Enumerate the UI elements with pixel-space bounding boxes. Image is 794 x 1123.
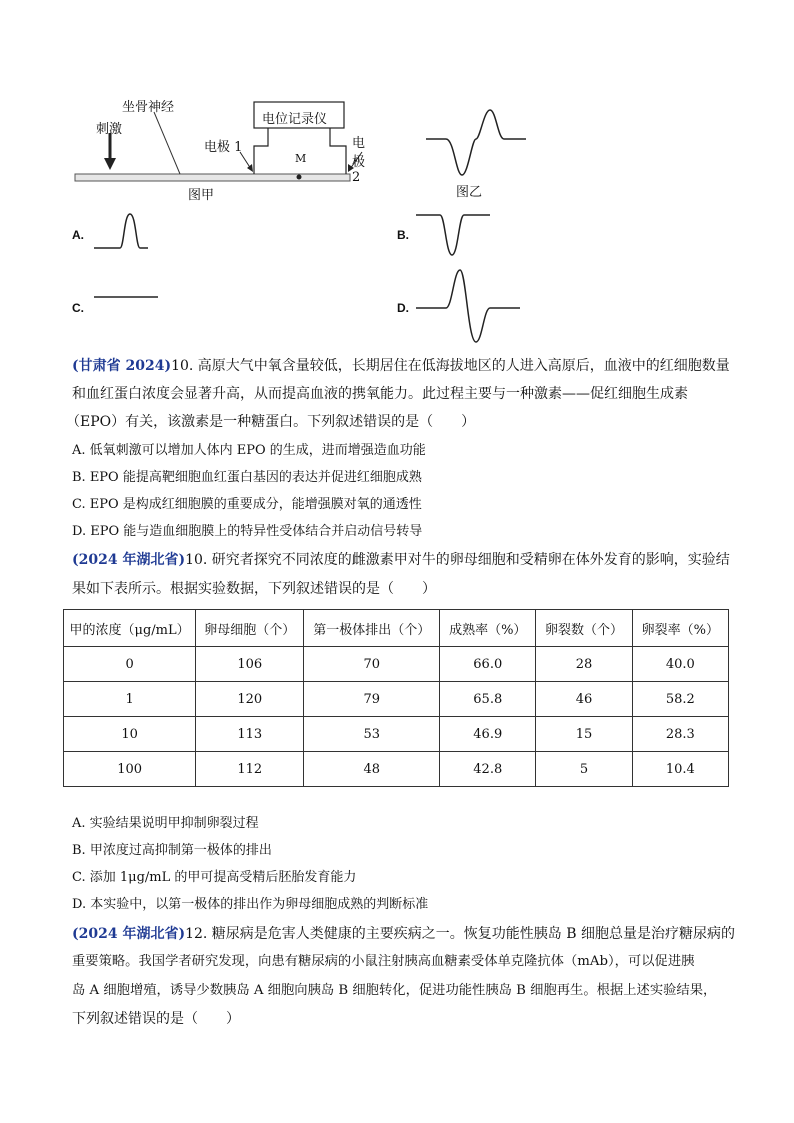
q10b-option-c: C. 添加 1μg/mL 的甲可提高受精后胚胎发育能力 [72, 870, 357, 885]
table-header: 卵裂数（个） [536, 610, 632, 647]
table-cell: 65.8 [440, 682, 536, 717]
wire-electrode1 [254, 128, 268, 174]
figure-jia [70, 90, 370, 205]
figure-yi-caption: 图乙 [456, 185, 483, 200]
prev-option-a-letter: A. [72, 228, 84, 242]
q10b-option-a: A. 实验结果说明甲抑制卵裂过程 [72, 816, 259, 831]
table-row [64, 752, 729, 787]
table-header-row [64, 610, 729, 647]
q10b-line-1: (2024 年湖北省)10. 研究者探究不同浓度的雌激素甲对牛的卵母细胞和受精卵在体外发育的影响，实验结 [72, 552, 730, 568]
q12-line-1: (2024 年湖北省)12. 糖尿病是危害人类健康的主要疾病之一。恢复功能性胰岛 B 细胞总量是治疗糖尿病的 [72, 926, 735, 942]
recorder-label: 电位记录仪 [262, 112, 328, 127]
q12-line-3: 岛 A 细胞增殖，诱导少数胰岛 A 细胞向胰岛 B 细胞转化，促进功能性胰岛 B 细胞再生。根据上述实验结果， [72, 983, 717, 998]
table-cell: 40.0 [632, 647, 728, 682]
table-cell: 120 [196, 682, 304, 717]
electrode1-label: 电极 1 [204, 140, 243, 155]
q10b-option-d: D. 本实验中，以第一极体的排出作为卵母细胞成熟的判断标准 [72, 897, 429, 912]
table-cell: 46.9 [440, 717, 536, 752]
table-cell: 79 [304, 682, 440, 717]
q10a-option-b: B. EPO 能提高靶细胞血红蛋白基因的表达并促进红细胞成熟 [72, 470, 422, 485]
wire-electrode2 [330, 128, 346, 174]
prev-option-d-letter: D. [397, 301, 409, 315]
q12-line-4: 下列叙述错误的是（ ） [72, 1011, 240, 1027]
table-cell: 1 [64, 682, 196, 717]
q10a-line-2: 和血红蛋白浓度会显著升高，从而提高血液的携氧能力。此过程主要与一种激素——促红细胞生成素 [72, 386, 688, 402]
table-cell: 48 [304, 752, 440, 787]
q10a-option-c: C. EPO 是构成红细胞膜的重要成分，能增强膜对氧的通透性 [72, 497, 422, 512]
figure-yi [424, 105, 534, 200]
table-header: 卵裂率（%） [632, 610, 728, 647]
table-cell: 53 [304, 717, 440, 752]
table-cell: 70 [304, 647, 440, 682]
nerve-leader [154, 112, 180, 174]
table-header: 卵母细胞（个） [196, 610, 304, 647]
table-cell: 28 [536, 647, 632, 682]
table-cell: 10 [64, 717, 196, 752]
table-cell: 42.8 [440, 752, 536, 787]
q10a-line-1: (甘肃省 2024)10. 高原大气中氧含量较低，长期居住在低海拔地区的人进入高原后，血液中的红细胞数量 [72, 358, 730, 374]
q10b-source: (2024 年湖北省) [72, 552, 186, 568]
electrode2-label: 电极 2 [352, 136, 366, 185]
biphasic-waveform [424, 105, 534, 180]
nerve-bar [75, 174, 350, 181]
table-header: 成熟率（%） [440, 610, 536, 647]
table-cell: 15 [536, 717, 632, 752]
table-cell: 112 [196, 752, 304, 787]
nerve-label: 坐骨神经 [122, 100, 175, 115]
table-cell: 113 [196, 717, 304, 752]
q10a-option-a: A. 低氧刺激可以增加人体内 EPO 的生成，进而增强造血功能 [72, 443, 426, 458]
q10b-option-b: B. 甲浓度过高抑制第一极体的排出 [72, 843, 272, 858]
point-m [297, 175, 302, 180]
table-header: 第一极体排出（个） [304, 610, 440, 647]
table-cell: 10.4 [632, 752, 728, 787]
q10a-option-d: D. EPO 能与造血细胞膜上的特异性受体结合并启动信号转导 [72, 524, 423, 539]
prev-option-c-letter: C. [72, 301, 84, 315]
point-m-label: M [295, 152, 307, 165]
stimulus-label: 刺激 [96, 122, 123, 137]
data-table [63, 609, 729, 787]
stimulus-arrow-head [104, 158, 116, 170]
table-cell: 28.3 [632, 717, 728, 752]
prev-option-a-waveform [92, 210, 162, 255]
table-cell: 5 [536, 752, 632, 787]
table-row [64, 682, 729, 717]
table-cell: 106 [196, 647, 304, 682]
table-cell: 66.0 [440, 647, 536, 682]
table-row [64, 647, 729, 682]
table-header: 甲的浓度（μg/mL） [64, 610, 196, 647]
q10b-line-2: 果如下表所示。根据实验数据，下列叙述错误的是（ ） [72, 581, 436, 597]
figure-jia-caption: 图甲 [188, 188, 215, 203]
q10a-line-3: （EPO）有关，该激素是一种糖蛋白。下列叙述错误的是（ ） [66, 414, 476, 430]
q12-source: (2024 年湖北省) [72, 926, 186, 942]
table-cell: 100 [64, 752, 196, 787]
table-row [64, 717, 729, 752]
table-cell: 58.2 [632, 682, 728, 717]
prev-option-b-waveform [414, 205, 494, 260]
prev-option-c-waveform [92, 290, 162, 304]
q10a-source: (甘肃省 2024) [72, 358, 172, 374]
prev-option-b-letter: B. [397, 228, 409, 242]
prev-option-d-waveform [414, 266, 524, 346]
table-cell: 46 [536, 682, 632, 717]
table-cell: 0 [64, 647, 196, 682]
q12-line-2: 重要策略。我国学者研究发现，向患有糖尿病的小鼠注射胰高血糖素受体单克隆抗体（mAb），可以促进胰 [72, 954, 695, 969]
